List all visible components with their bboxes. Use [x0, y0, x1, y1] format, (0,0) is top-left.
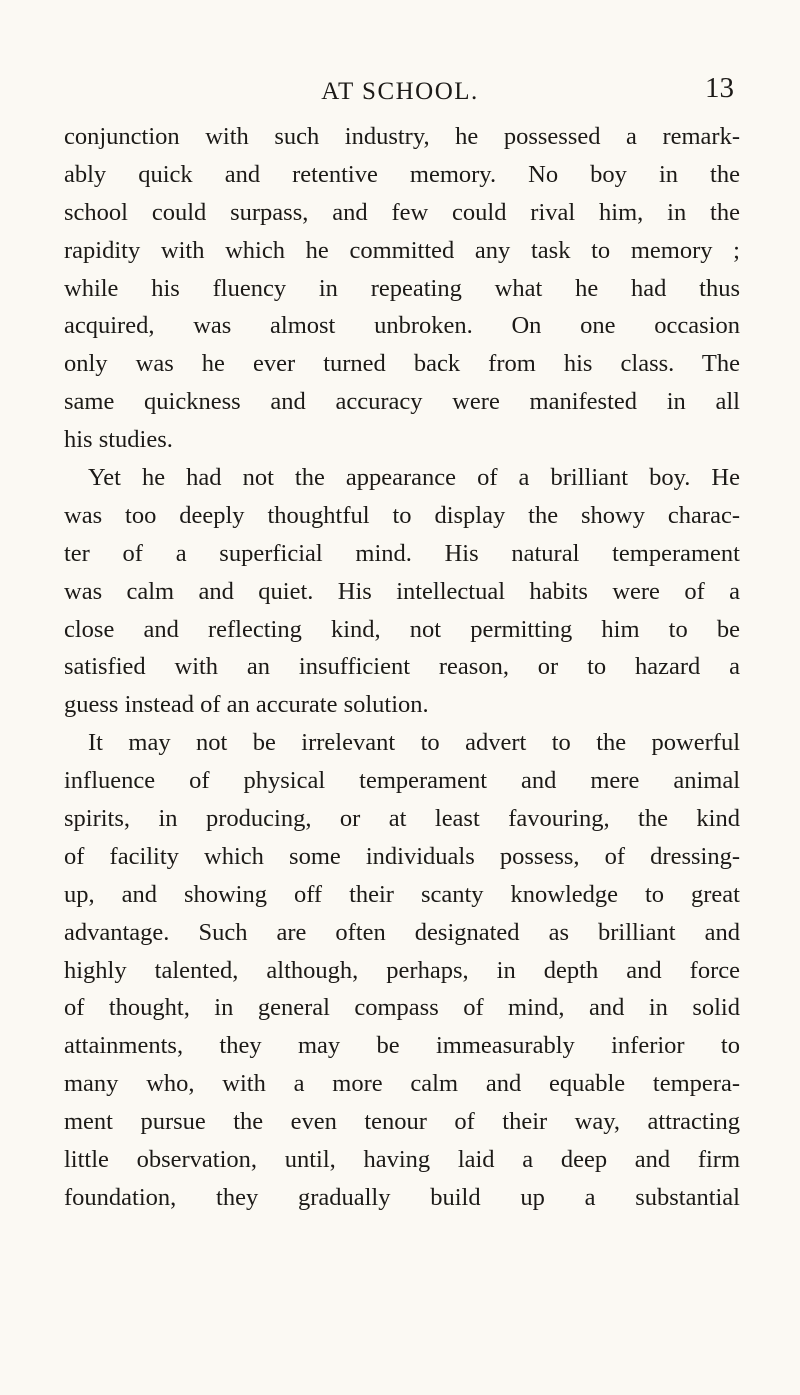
text-line: school could surpass, and few could rival him, in the [64, 198, 740, 226]
text-line: of thought, in general compass of mind, and in solid [64, 994, 740, 1022]
text-line: same quickness and accuracy were manifested in all [64, 388, 740, 416]
text-line: his studies. [64, 426, 173, 454]
text-line: foundation, they gradually build up a substantial [64, 1183, 740, 1211]
text-line: influence of physical temperament and mere animal [64, 767, 740, 795]
text-line: conjunction with such industry, he possessed a remark- [64, 123, 740, 150]
text-line: satisfied with an insufficient reason, or to hazard a [64, 653, 740, 681]
running-head [64, 72, 736, 112]
text-line: was calm and quiet. His intellectual habits were of a [64, 577, 740, 605]
text-line: while his fluency in repeating what he had thus [64, 274, 740, 302]
text-line: guess instead of an accurate solution. [64, 691, 429, 719]
text-line: Yet he had not the appearance of a brilliant boy. He [88, 464, 740, 492]
text-line: was too deeply thoughtful to display the showy charac- [64, 501, 740, 529]
text-line: of facility which some individuals possess, of dressing- [64, 842, 740, 870]
text-line: highly talented, although, perhaps, in depth and force [64, 956, 740, 984]
text-line: spirits, in producing, or at least favouring, the kind [64, 805, 740, 833]
text-line: acquired, was almost unbroken. On one occasion [64, 312, 740, 340]
text-line: advantage. Such are often designated as brilliant and [64, 918, 740, 946]
text-line: many who, with a more calm and equable tempera- [64, 1070, 740, 1098]
page-number: 13 [705, 72, 734, 104]
text-line: rapidity with which he committed any task to memory ; [64, 236, 740, 264]
text-line: up, and showing off their scanty knowledge to great [64, 880, 740, 908]
text-line: ment pursue the even tenour of their way, attracting [64, 1108, 740, 1136]
text-line: ter of a superficial mind. His natural temperament [64, 539, 740, 567]
text-line: little observation, until, having laid a deep and firm [64, 1146, 740, 1174]
text-line: It may not be irrelevant to advert to the powerful [88, 729, 740, 757]
running-title: AT SCHOOL. [321, 78, 479, 105]
body-text [64, 118, 740, 1217]
text-line: attainments, they may be immeasurably inferior to [64, 1032, 740, 1060]
text-line: close and reflecting kind, not permitting him to be [64, 615, 740, 643]
text-line: only was he ever turned back from his class. The [64, 350, 740, 378]
text-line: ably quick and retentive memory. No boy in the [64, 160, 740, 188]
